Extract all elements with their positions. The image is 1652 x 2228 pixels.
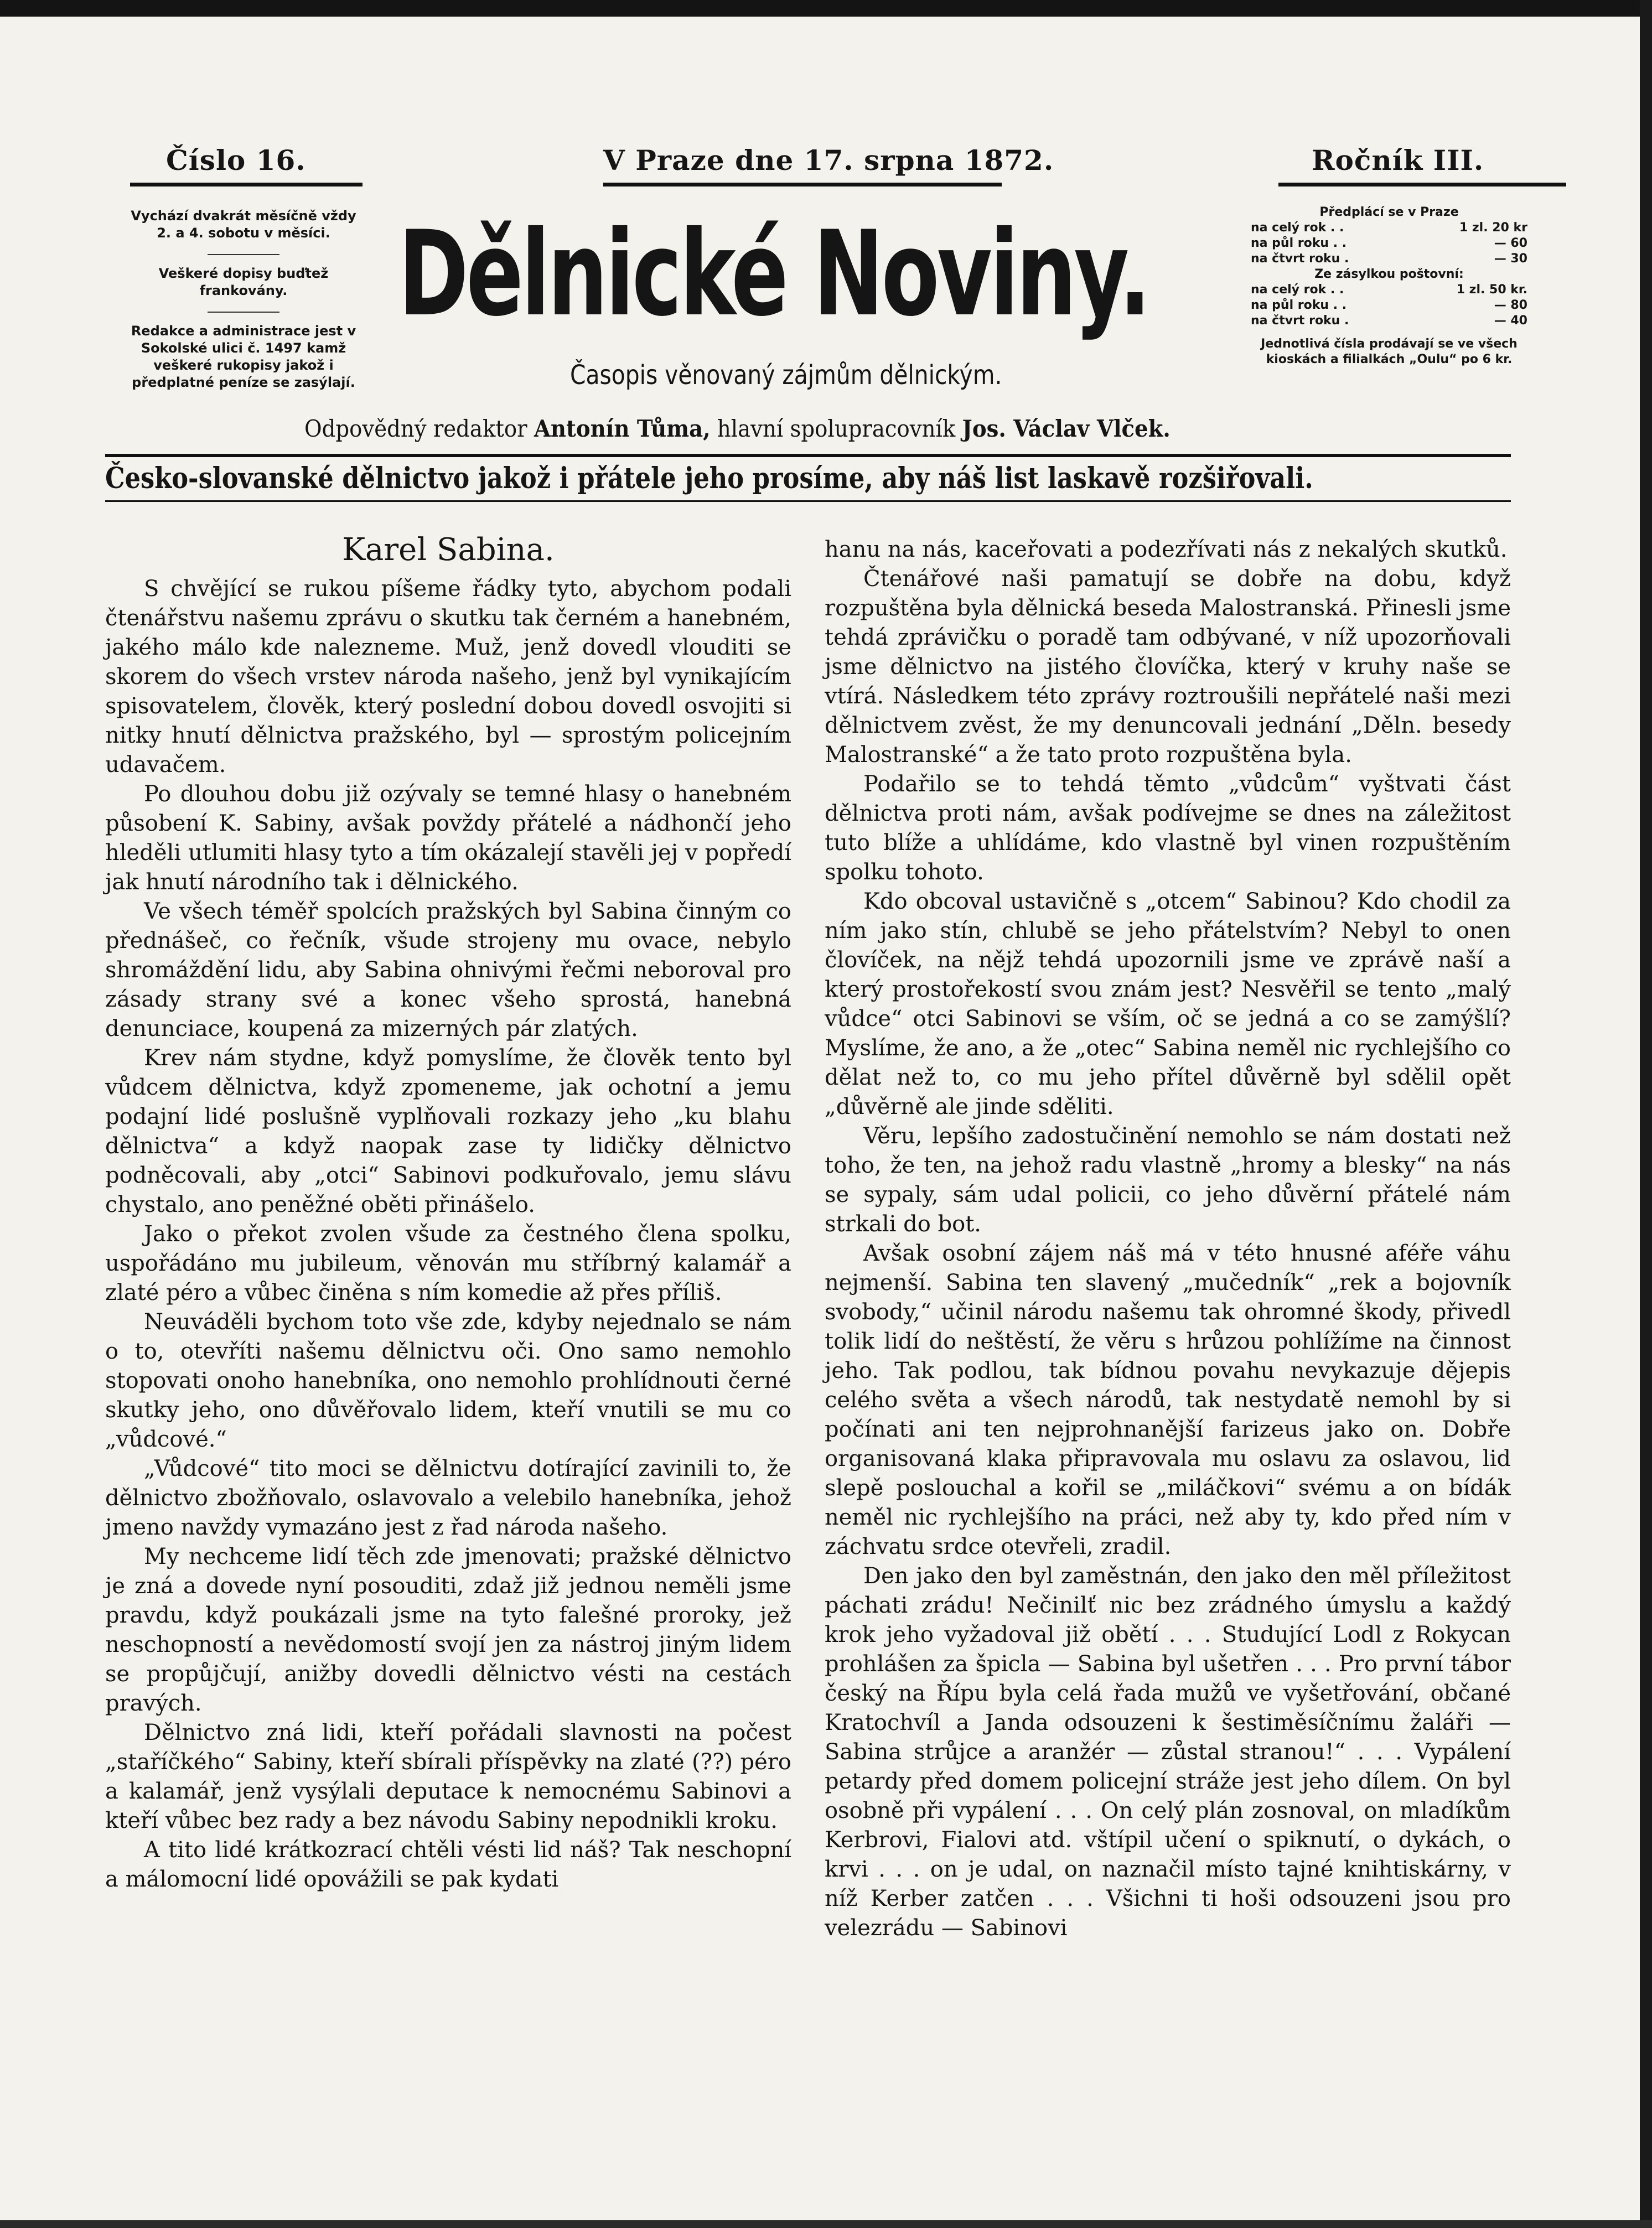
publication-schedule: Vychází dvakrát měsíčně vždy 2. a 4. sobotu v měsíci. <box>131 208 356 241</box>
subscription-header-post: Ze zásylkou poštovní: <box>1314 267 1464 281</box>
price-value: — 40 <box>1494 314 1527 328</box>
paragraph: hanu na nás, kaceřovati a podezřívati nás z nekalých skutků. <box>825 537 1508 562</box>
paragraph: Avšak osobní zájem náš má v této hnusné aféře váhu nejmenší. Sabina ten slavený „mučedník“ „rek a bojovník svobody,“ učinil národu našemu tak ohromné škody, přivedl tolik lidí do neštěstí, že věru s hrůzou pohlížíme na činnost jeho. Tak podlou, tak bídnou povahu nevykazuje dějepis celého světa a všech národů, tak nestydatě nemohl by si počínati ani ten nejprohnanější farizeus jako on. Dobře organisovaná klaka připravovala mu oslavu za oslavou, lid slepě poslouchal a kořil se „miláčkovi“ svému a on bídák neměl nic rychlejšího na práci, než aby ty, kdo před ním v záchvatu srdce otevřeli, zradil. <box>825 1241 1511 1559</box>
paragraph: Ve všech téměř spolcích pražských byl Sabina činným co přednášeč, co řečník, všude strojeny mu ovace, nebylo shromáždění lidu, aby Sabina ohnivými řečmi neboroval pro zásady strany své a konec všeho sprostá, hanebná denunciace, koupená za mizerných pár zlatých. <box>105 899 791 1042</box>
price-value: — 80 <box>1494 298 1527 312</box>
single-copy-note: Jednotlivá čísla prodávají se ve všech kioskách a filialkách „Oulu“ po 6 kr. <box>1261 337 1518 366</box>
editors-line <box>304 415 1171 442</box>
paragraph: S chvějící se rukou píšeme řádky tyto, abychom podali čtenářstvu našemu zprávu o skutku tak černém a hanebném, jakého málo kde nalezneme. Muž, jenž dovedl vlouditi se skorem do všech vrstev národa našeho, jenž byl vynikajícím spisovatelem, člověk, který poslední dobou dovedl osvojiti si nitky hnutí dělnictva pražského, byl — sprostým policejním udavačem. <box>105 576 791 778</box>
paragraph: Dělnictvo zná lidi, kteří pořádali slavnosti na počest „staříčkého“ Sabiny, kteří sbírali příspěvky na zlaté (??) péro a kalamář, jenž vysýlali deputace k nemocnému Sabinovi a kteří vůbec bez rady a bez návodu Sabiny nepodnikli kroku. <box>105 1720 791 1833</box>
appeal-banner: Česko-slovanské dělnictvo jakož i přátele jeho prosíme, aby náš list laskavě rozšiřovali. <box>105 462 1313 495</box>
editor-label: Odpovědný redaktor <box>304 415 527 442</box>
paragraph: Den jako den byl zaměstnán, den jako den měl příležitost páchati zrádu! Nečinilť nic bez zrádného úmyslu a každý krok jeho vyžadoval již obětí . . . Studující Lodl z Rokycan prohlášen za špicla — Sabina byl ušetřen . . . Pro první tábor český na Řípu byla celá řada mužů ve vyšetřování, občané Kratochvíl a Janda odsouzeni k šestiměsíčnímu žaláři — Sabina strůjce a aranžér — zůstal stranou!“ . . . Vypálení petardy před domem policejní stráže jest jeho dílem. On byl osobně při vypálení . . . On celý plán zosnoval, on mladíkům Kerbrovi, Fialovi atd. vštípil učení o spiknutí, o dykách, o krvi . . . on je udal, on naznačil místo tajné knihtiskárny, v níž Kerber zatčen . . . Všichni ti hoši odsouzeni jsou pro velezrádu — Sabinovi <box>825 1563 1511 1941</box>
right-column <box>825 535 1511 1943</box>
masthead-top-line <box>105 127 1511 188</box>
paragraph: Podařilo se to tehdá těmto „vůdcům“ vyštvati část dělnictva proti nám, avšak podívejme se dnes na záležitost tuto blíže a uhlídáme, kdo vlastně byl vinen rozpuštěním spolku tohoto. <box>825 771 1511 885</box>
scan-border-right <box>1640 0 1652 2228</box>
price-value: 1 zl. 20 kr <box>1459 221 1527 235</box>
subscription-header-prague: Předplácí se v Praze <box>1319 205 1459 219</box>
price-label: na celý rok . . <box>1251 283 1344 297</box>
divider <box>208 254 279 255</box>
scan-border-top <box>0 0 1652 17</box>
paragraph: „Vůdcové“ tito moci se dělnictvu dotírající zavinili to, že dělnictvo zbožňovalo, oslavovalo a velebilo hanebníka, jehož jmeno navždy vymazáno jest z řad národa našeho. <box>105 1456 791 1540</box>
subscription-box <box>1251 205 1527 380</box>
publication-notes <box>127 208 360 403</box>
price-value: — 30 <box>1494 252 1527 266</box>
masthead <box>105 188 1527 454</box>
divider <box>208 312 279 313</box>
price-row <box>1251 282 1527 298</box>
coeditor-name: Jos. Václav Vlček. <box>962 415 1171 442</box>
newspaper-title: Dělnické Noviny. <box>398 205 1149 342</box>
paragraph: Věru, lepšího zadostučinění nemohlo se nám dostati než toho, že ten, na jehož radu vlastně „hromy a blesky“ na nás se sypaly, sám udal policii, co jeho důvěrní přátelé nám strkali do bot. <box>825 1123 1511 1237</box>
price-label: na čtvrt roku . <box>1251 314 1349 328</box>
paragraph: Po dlouhou dobu již ozývaly se temné hlasy o hanebném působení K. Sabiny, avšak povždy přátelé a nádhončí jeho hleděli utlumiti hlasy tyto a tím okázalejí stavěli jej v popředí jak hnutí národního tak i dělnického. <box>105 781 791 895</box>
paragraph: My nechceme lidí těch zde jmenovati; pražské dělnictvo je zná a dovede nyní posouditi, zdaž již jednou neměli jsme pravdu, když poukázali jsme na tyto falešné proroky, jež neschopností a nevědomostí svojí jen za nástroj jiným lidem se propůjčují, anižby dovedli dělnictvo vésti na cestách pravých. <box>105 1544 791 1716</box>
price-label: na čtvrt roku . <box>1251 252 1349 266</box>
rule-left <box>130 183 362 186</box>
left-column <box>105 532 791 1943</box>
issue-date: V Praze dne 17. srpna 1872. <box>603 144 1054 177</box>
price-value: — 60 <box>1494 236 1527 250</box>
price-row <box>1251 313 1527 329</box>
article-heading: Karel Sabina. <box>342 532 555 568</box>
issue-number: Číslo 16. <box>166 144 306 177</box>
price-label: na celý rok . . <box>1251 221 1344 235</box>
rule-center <box>603 183 1002 186</box>
article-body <box>105 532 1511 1943</box>
postage-note: Veškeré dopisy buďtež frankovány. <box>158 266 329 298</box>
paragraph: Jako o překot zvolen všude za čestného člena spolku, uspořádáno mu jubileum, věnován mu stříbrný kalamář a zlaté péro a vůbec činěna s ním komedie až přes příliš. <box>105 1221 791 1305</box>
scan-border-bottom <box>0 2220 1652 2228</box>
paragraph: A tito lidé krátkozrací chtěli vésti lid náš? Tak neschopní a málomocní lidé opovážili se pak kydati <box>105 1837 791 1892</box>
paragraph: Kdo obcoval ustavičně s „otcem“ Sabinou? Kdo chodil za ním jako stín, chlubě se jeho přátelstvím? Nebyl to onen človíček, na nějž tehdá upozornili jsme ve zprávě naší a který prostořekostí svou znám jest? Nesvěřil se tento „malý vůdce“ otci Sabinovi se vším, oč se jedná a co se zamýšlí? Myslíme, že ano, a že „otec“ Sabina neměl nic rychlejšího co dělat než to, co mu jeho přítel důvěrně byl sdělil opět „důvěrně ale jinde sděliti. <box>825 889 1511 1120</box>
banner-rule-bottom <box>105 500 1511 502</box>
rule-right <box>1278 183 1566 186</box>
price-label: na půl roku . . <box>1251 236 1347 250</box>
price-row <box>1251 220 1527 236</box>
volume-number: Ročník III. <box>1312 144 1484 177</box>
price-row <box>1251 236 1527 251</box>
paragraph: Čtenářové naši pamatují se dobře na dobu, když rozpuštěna byla dělnická beseda Malostranská. Přinesli jsme tehdá zprávičku o poradě tam odbývané, v níž upozorňovali jsme dělnictvo na jistého človíčka, který v kruhy naše se vtírá. Následkem této zprávy roztroušili nepřátelé naši mezi dělnictvem zvěst, že my denuncovali jednání „Děln. besedy Malostranské“ a že tato proto rozpuštěna byla. <box>825 566 1511 768</box>
price-row <box>1251 251 1527 267</box>
newspaper-page <box>105 127 1527 1943</box>
price-row <box>1251 298 1527 313</box>
paragraph: Krev nám stydne, když pomyslíme, že člověk tento byl vůdcem dělnictva, když zpomeneme, jak ochotní a jemu podajní lidé poslušně vyplňovali rozkazy jeho „ku blahu dělnictva“ a když naopak zase ty lidičky dělnictvo podněcovali, aby „otci“ Sabinovi podkuřovalo, jemu slávu chystalo, ano peněžné oběti přinášelo. <box>105 1045 791 1217</box>
coeditor-label: hlavní spolupracovník <box>717 415 956 442</box>
office-address: Redakce a administrace jest v Sokolské ulici č. 1497 kamž veškeré rukopisy jakož i předplatné peníze se zasýlají. <box>131 323 356 390</box>
price-value: 1 zl. 50 kr. <box>1456 283 1527 297</box>
editor-name: Antonín Tůma, <box>534 415 711 442</box>
newspaper-subtitle: Časopis věnovaný zájmům dělnickým. <box>570 360 1002 391</box>
paragraph: Neuváděli bychom toto vše zde, kdyby nejednalo se nám o to, otevříti našemu dělnictvu oči. Ono samo nemohlo stopovati onoho hanebníka, ono nemohlo prohlídnouti černé skutky jeho, ono důvěřovalo lidem, kteří vnutili se mu co „vůdcové.“ <box>105 1309 791 1452</box>
price-label: na půl roku . . <box>1251 298 1347 312</box>
